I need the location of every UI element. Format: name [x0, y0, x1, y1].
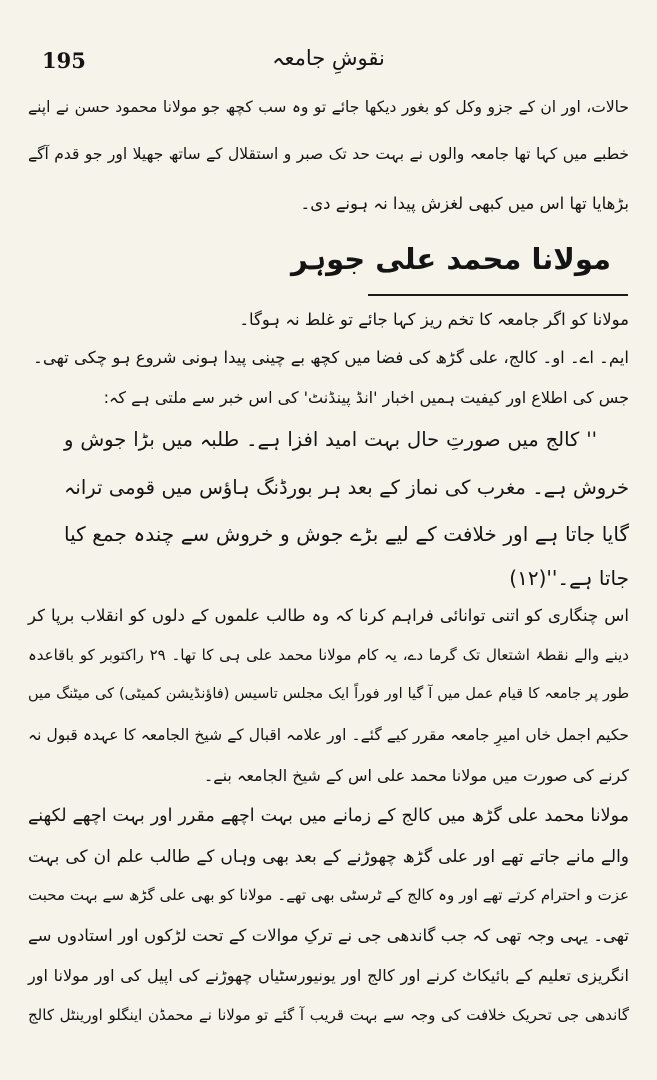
- paragraph-line: عزت و احترام کرتے تھے اور وہ کالج کے ٹرسٹی بھی تھے۔ مولانا کو بھی علی گڑھ سے بہت محبت: [28, 886, 629, 904]
- paragraph-line: تھی۔ یہی وجہ تھی کہ جب گاندھی جی نے ترکِ موالات کے تحت لڑکوں اور استادوں سے: [28, 926, 629, 945]
- paragraph-line: حکیم اجمل خاں امیرِ جامعہ مقرر کیے گئے۔ اور علامہ اقبال کے شیخ الجامعہ کا عہدہ قبول نہ: [28, 726, 629, 744]
- paragraph-line: مولانا محمد علی گڑھ میں کالج کے زمانے میں بہت اچھے مقرر اور بہت اچھے لکھنے: [28, 806, 629, 826]
- paragraph-line: اس چنگاری کو اتنی توانائی فراہم کرنا کہ وہ طالب علموں کے دلوں کو انقلاب برپا کر: [28, 606, 629, 625]
- intro-line-3: بڑھایا تھا اس میں کبھی لغزش پیدا نہ ہونے دی۔: [300, 194, 629, 213]
- paragraph-line: ایم۔ اے۔ او۔ کالج، علی گڑھ کی فضا میں کچھ بے چینی پیدا ہونی شروع ہو چکی تھی۔: [33, 348, 629, 367]
- quote-line: '' کالج میں صورتِ حال بہت امید افزا ہے۔ طلبہ میں بڑا جوش و: [64, 428, 597, 451]
- paragraph-line: والے مانے جاتے تھے اور علی گڑھ چھوڑنے کے بعد بھی وہاں کے طالب علم ان کی بہت: [28, 847, 629, 867]
- paragraph-line: انگریزی تعلیم کے بائیکاٹ کرنے اور کالج اور یونیورسٹیاں چھوڑنے کی اپیل کی اور مولانا اور: [28, 966, 629, 985]
- heading-underline: [368, 294, 628, 296]
- running-title: نقوشِ جامعہ: [272, 46, 385, 70]
- quote-line: جاتا ہے۔''(۱۲): [509, 566, 629, 590]
- paragraph-line: دینے والے نقطۂ اشتعال تک گرما دے، یہ کام مولانا محمد علی ہی کا تھا۔ ۲۹ راکتوبر کو باقاعدہ: [28, 646, 629, 664]
- paragraph-line: جس کی اطلاع اور کیفیت ہمیں اخبار 'انڈ پینڈنٹ' کی اس خبر سے ملتی ہے کہ:: [103, 388, 629, 407]
- quote-line: گایا جاتا ہے اور خلافت کے لیے بڑے جوش و خروش سے چندہ جمع کیا: [64, 522, 629, 546]
- paragraph-line: طور پر جامعہ کا قیام عمل میں آ گیا اور فوراً ایک مجلس تاسیس (فاؤنڈیشن کمیٹی) کی میٹنگ میں: [28, 686, 629, 702]
- intro-line-2: خطبے میں کہا تھا جامعہ والوں نے بہت حد تک صبر و استقلال کے ساتھ جھیلا اور جو قدم آگے: [28, 145, 629, 163]
- quote-line: خروش ہے۔ مغرب کی نماز کے بعد ہر بورڈنگ ہاؤس میں قومی ترانہ: [64, 476, 629, 499]
- page-number: 195: [42, 48, 86, 73]
- paragraph-line: گاندھی جی تحریک خلافت کی وجہ سے بہت قریب آ گئے تو مولانا نے محمڈن اینگلو اورینٹل کالج: [28, 1006, 629, 1024]
- paragraph-line: مولانا کو اگر جامعہ کا تخم ریز کہا جائے تو غلط نہ ہوگا۔: [239, 310, 629, 329]
- section-heading: مولانا محمد علی جوہر: [291, 242, 611, 276]
- page-header: [0, 42, 657, 82]
- paragraph-line: کرنے کی صورت میں مولانا محمد علی اس کے شیخ الجامعہ بنے۔: [203, 766, 629, 785]
- intro-line-1: حالات، اور ان کے جزو وکل کو بغور دیکھا جائے تو وہ سب کچھ جو مولانا محمود حسن نے اپنے: [28, 98, 629, 116]
